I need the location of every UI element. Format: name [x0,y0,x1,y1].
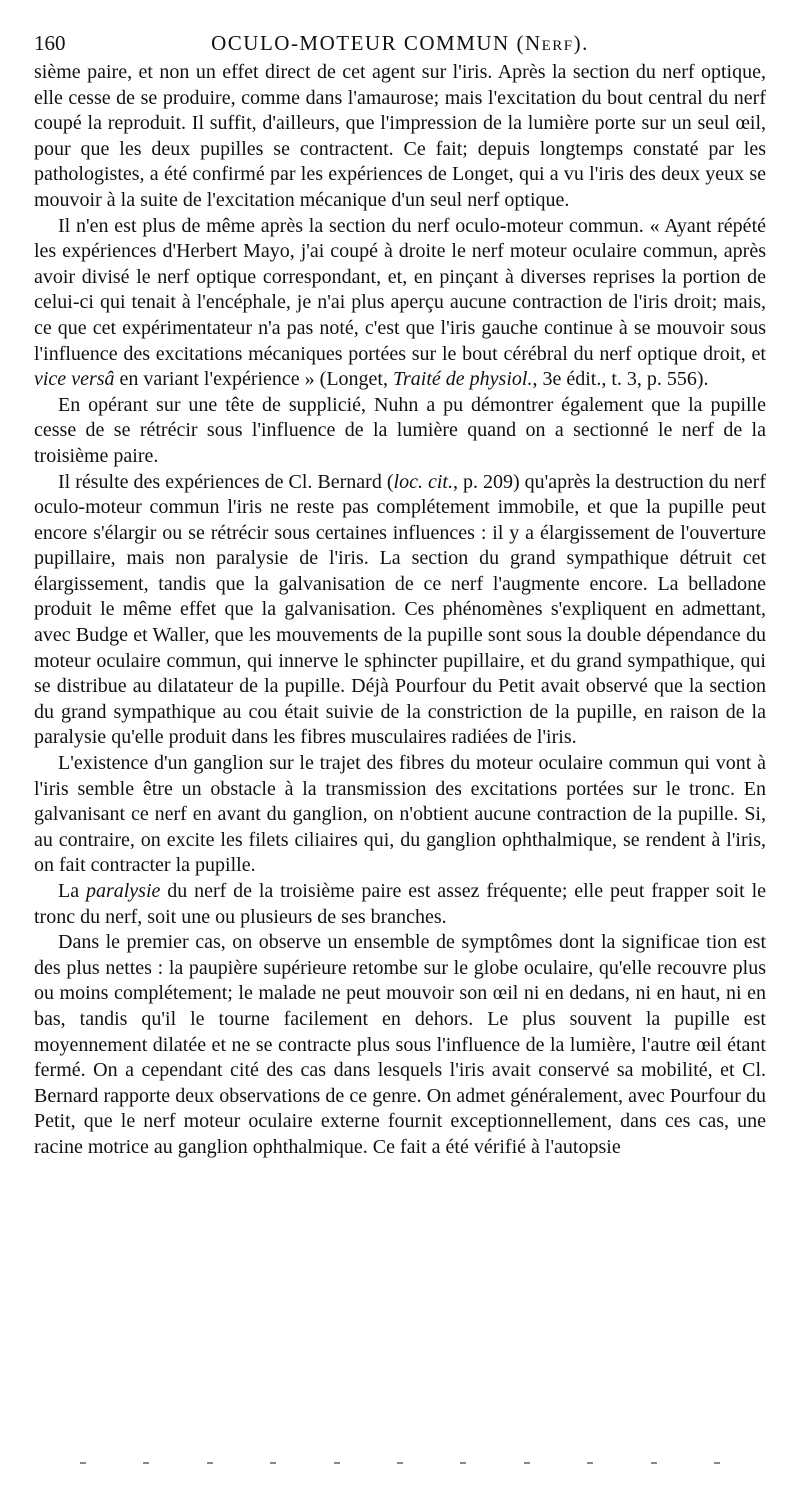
paragraph [34,470,766,752]
text-run: , p. 209) qu'après la destruction du nerf oculo-moteur commun l'iris ne reste pas complétement immobile, et que la pupille peut encore s'élargir ou se rétrécir sous certaines influences : il y a élargissement de l'ouverture pupillaire, mais non paralysie de l'iris. La section du grand sympathique détruit cet élargissement, tandis que la galvanisation de ce nerf l'augmente encore. La belladone produit le même effet que la galvanisation. Ces phénomènes s'expliquent en admettant, avec Budge et Waller, que les mouvements de la pupille sont sous la double dépendance du moteur oculaire commun, qui innerve le sphincter pupillaire, et du grand sympathique, qui se distribue au dilatateur de la pupille. Déjà Pourfour du Petit avait observé que la section du grand sympathique au cou était suivie de la constriction de la pupille, en raison de la paralysie qu'elle produit dans les fibres musculaires radiées de l'iris. [34,470,766,749]
paragraph [34,393,766,470]
page-number: 160 [34,31,66,55]
text-run: La [58,880,86,902]
text-run: , 3e édit., t. 3, p. 556). [532,368,709,391]
text-run: L'existence d'un ganglion sur le trajet des fibres du moteur oculaire commun qui vont à l'iris semble être un obstacle à la transmission des excitations portées sur le tronc. En galvanisant ce nerf en avant du ganglion, on n'obtient aucune contraction de la pupille. Si, au contraire, on excite les filets ciliaires qui, du ganglion ophthalmique, se rendent à l'iris, on fait contracter la pupille. [34,752,766,877]
text-run: Dans le premier cas, on observe un ensemble de symptômes dont la significae tion est des plus nettes : la paupière supérieure retombe sur le globe oculaire, qu'elle recouvre plus ou moins complétement; le malade ne peut mouvoir son œil ni en dedans, ni en haut, ni en bas, tandis qu'il le tourne facilement en dehors. Le plus souvent la pupille est moyennement dilatée et ne se contracte plus sous l'influence de la lumière, l'autre œil étant fermé. On a cependant cité des cas dans lesquels l'iris avait conservé sa mobilité, et Cl. Bernard rapporte deux observations de ce genre. On admet généralement, avec Pourfour du Petit, que le nerf moteur oculaire externe fournit exceptionnellement, dans ces cas, une racine motrice au ganglion ophthalmique. Ce fait a été vérifié à l'autopsie [34,931,766,1158]
running-title [34,26,766,60]
paragraph [34,751,766,879]
italic-run: loc. cit. [393,470,453,493]
running-header [34,26,766,60]
text-run: Il n'en est plus de même après la section du nerf oculo-moteur commun. « Ayant répété les expériences d'Herbert Mayo, j'ai coupé à droite le nerf moteur oculaire commun, après avoir divisé le nerf optique correspondant, et, en pinçant à diverses reprises la portion de celui-ci qui tenait à l'encéphale, je n'ai plus aperçu aucune contraction de l'iris droit; mais, ce que cet expérimentateur n'a pas noté, c'est que l'iris gauche continue à se mouvoir sous l'influence des excitations mécaniques portées sur le bout cérébral du nerf optique droit, et [34,214,766,365]
body-text [34,60,766,1161]
running-title-main: OCULO-MOTEUR COMMUN ( [211,31,525,55]
paragraph [34,879,766,930]
text-run: en variant l'expérience » (Longet, [114,368,393,391]
paragraph [34,930,766,1160]
italic-run: paralysie [85,880,161,902]
paragraph [34,214,766,393]
italic-run: Traité de physiol. [393,368,533,391]
italic-run: vice versâ [34,368,115,391]
page [34,26,766,1161]
running-title-smallcaps: Nerf [524,31,574,55]
text-run: Il résulte des expériences de Cl. Bernard ( [58,470,394,493]
text-run: du nerf de la troisième paire est assez fréquente; elle peut frapper soit le tronc du nerf, soit une ou plusieurs de ses branches. [34,880,767,928]
paragraph [34,60,766,214]
bottom-print-marks [80,1462,720,1466]
text-run: En opérant sur une tête de supplicié, Nuhn a pu démontrer également que la pupille cesse de se rétrécir sous l'influence de la lumière quand on a sectionné le nerf de la troisième paire. [34,393,766,467]
running-title-end: ). [573,31,589,55]
text-run: sième paire, et non un effet direct de cet agent sur l'iris. Après la section du nerf optique, elle cesse de se produire, comme dans l'amaurose; mais l'excitation du bout central du nerf coupé la reproduit. Il suffit, d'ailleurs, que l'impression de la lumière porte sur un seul œil, pour que les deux pupilles se contractent. Ce fait; depuis longtemps constaté par les pathologistes, a été confirmé par les expériences de Longet, qui a vu l'iris des deux yeux se mouvoir à la suite de l'excitation mécanique d'un seul nerf optique. [34,61,766,211]
